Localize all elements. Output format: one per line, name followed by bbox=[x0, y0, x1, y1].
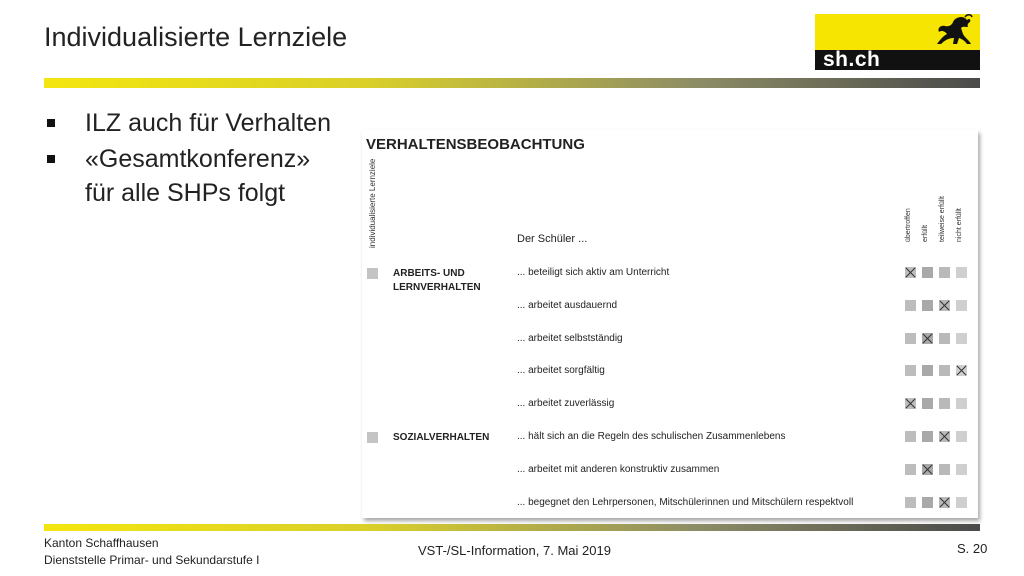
footer-bar bbox=[44, 524, 980, 531]
rating-checkbox[interactable] bbox=[922, 365, 933, 376]
behavior-observation-form bbox=[362, 130, 978, 518]
column-label-not-met: nicht erfüllt bbox=[956, 208, 963, 242]
goat-icon bbox=[927, 14, 975, 50]
observation-row bbox=[362, 431, 978, 451]
rating-checkbox[interactable] bbox=[905, 464, 916, 475]
bullet-square-icon bbox=[47, 155, 55, 163]
bullet-list bbox=[44, 106, 345, 212]
observation-text: ... beteiligt sich aktiv am Unterricht bbox=[517, 267, 670, 278]
observation-row bbox=[362, 267, 978, 287]
rating-checkbox[interactable] bbox=[956, 333, 967, 344]
category-label: SOZIALVERHALTEN bbox=[393, 432, 490, 443]
column-label-met: erfüllt bbox=[922, 224, 929, 242]
logo bbox=[815, 14, 980, 70]
slide-title: Individualisierte Lernziele bbox=[44, 22, 348, 52]
footer-org-line2: Dienststelle Primar- und Sekundarstufe I bbox=[44, 553, 260, 567]
vertical-label: individualisierte Lernziele bbox=[368, 158, 377, 248]
column-label-exceeded: übertroffen bbox=[905, 208, 912, 242]
rating-checkbox[interactable] bbox=[939, 431, 950, 442]
observation-row bbox=[362, 497, 978, 517]
rating-checkbox[interactable] bbox=[922, 300, 933, 311]
observation-text: ... hält sich an die Regeln des schulischen Zusammenlebens bbox=[517, 431, 786, 442]
rating-checkbox[interactable] bbox=[922, 398, 933, 409]
footer-event: VST-/SL-Information, 7. Mai 2019 bbox=[418, 543, 611, 558]
bullet-square-icon bbox=[47, 119, 55, 127]
footer-organization bbox=[44, 535, 259, 569]
rating-checkbox[interactable] bbox=[956, 398, 967, 409]
category-label: ARBEITS- UND LERNVERHALTEN bbox=[393, 268, 481, 293]
rating-checkbox[interactable] bbox=[922, 333, 933, 344]
rating-checkbox[interactable] bbox=[939, 333, 950, 344]
observation-text: ... arbeitet sorgfältig bbox=[517, 365, 605, 377]
page-number: S. 20 bbox=[957, 541, 988, 556]
form-title: VERHALTENSBEOBACHTUNG bbox=[366, 136, 585, 153]
observation-text: ... arbeitet mit anderen konstruktiv zusammen bbox=[517, 463, 720, 475]
observation-text: ... begegnet den Lehrpersonen, Mitschülerinnen und Mitschülern respektvoll bbox=[517, 496, 854, 508]
rating-checkbox[interactable] bbox=[956, 431, 967, 442]
rating-checkbox[interactable] bbox=[905, 300, 916, 311]
rating-checkbox[interactable] bbox=[905, 398, 916, 409]
bullet-item bbox=[44, 106, 345, 140]
rating-checkbox[interactable] bbox=[939, 365, 950, 376]
rating-checkbox[interactable] bbox=[905, 267, 916, 278]
observation-text: ... arbeitet zuverlässig bbox=[517, 398, 615, 410]
logo-text: sh.ch bbox=[823, 48, 881, 71]
rating-checkbox[interactable] bbox=[956, 267, 967, 278]
rating-checkbox[interactable] bbox=[956, 365, 967, 376]
rating-checkbox[interactable] bbox=[939, 267, 950, 278]
observation-row bbox=[362, 333, 978, 353]
observation-text: ... arbeitet ausdauernd bbox=[517, 299, 618, 311]
observation-row bbox=[362, 300, 978, 320]
subject-label: Der Schüler ... bbox=[517, 233, 588, 245]
observation-text: ... arbeitet selbstständig bbox=[517, 332, 623, 344]
rating-checkbox[interactable] bbox=[956, 300, 967, 311]
rating-checkbox[interactable] bbox=[905, 431, 916, 442]
rating-checkbox[interactable] bbox=[939, 497, 950, 508]
footer-org-line1: Kanton Schaffhausen bbox=[44, 536, 159, 550]
rating-checkbox[interactable] bbox=[922, 464, 933, 475]
observation-row bbox=[362, 464, 978, 484]
observation-row bbox=[362, 398, 978, 418]
bullet-text: ILZ auch für Verhalten bbox=[85, 109, 331, 137]
rating-checkbox[interactable] bbox=[956, 497, 967, 508]
rating-checkbox[interactable] bbox=[922, 267, 933, 278]
rating-checkbox[interactable] bbox=[905, 365, 916, 376]
rating-checkbox[interactable] bbox=[939, 398, 950, 409]
rating-checkbox[interactable] bbox=[922, 497, 933, 508]
column-label-partially-met: teilweise erfüllt bbox=[939, 196, 946, 242]
bullet-text: «Gesamtkonferenz» für alle SHPs folgt bbox=[85, 145, 311, 207]
rating-checkbox[interactable] bbox=[905, 333, 916, 344]
observation-row bbox=[362, 365, 978, 385]
rating-checkbox[interactable] bbox=[905, 497, 916, 508]
header-bar bbox=[44, 78, 980, 88]
bullet-item bbox=[44, 142, 345, 210]
rating-checkbox[interactable] bbox=[956, 464, 967, 475]
rating-checkbox[interactable] bbox=[939, 464, 950, 475]
rating-checkbox[interactable] bbox=[939, 300, 950, 311]
rating-checkbox[interactable] bbox=[922, 431, 933, 442]
